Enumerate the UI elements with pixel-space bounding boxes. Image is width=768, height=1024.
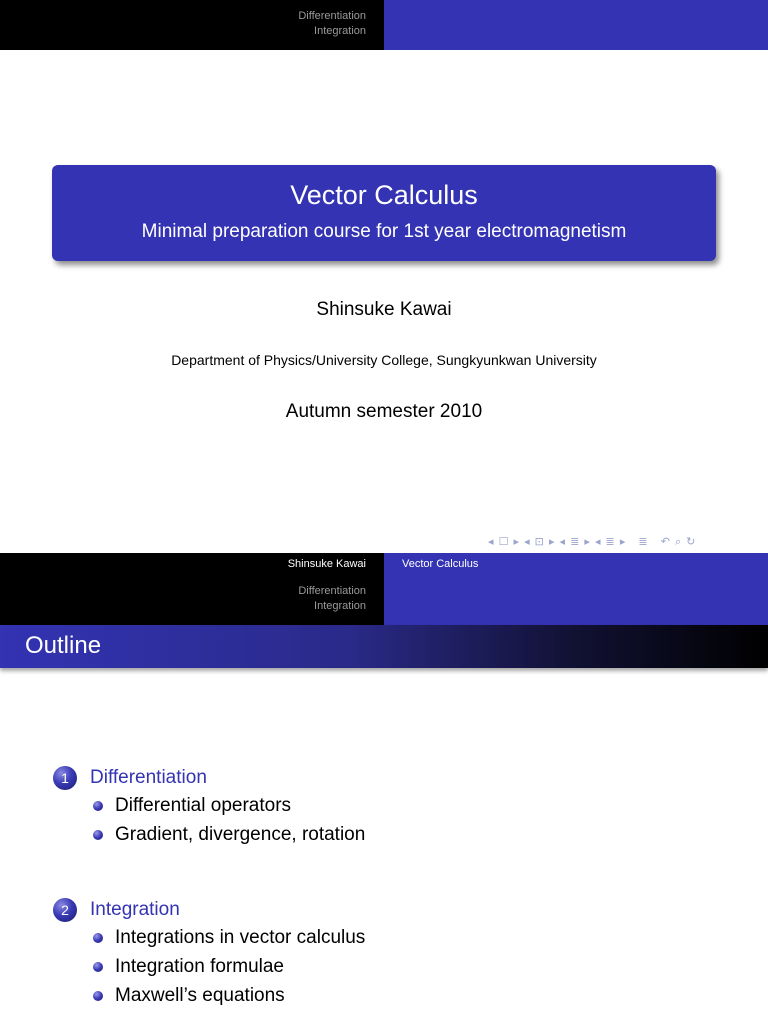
section-next-nav-icon[interactable]: ◂ ≣ ▸ xyxy=(594,536,627,548)
slide1-nav-differentiation[interactable]: Differentiation xyxy=(298,10,366,22)
author-name: Shinsuke Kawai xyxy=(316,299,452,320)
section-title-differentiation[interactable]: Differentiation xyxy=(90,767,207,788)
section-number-badge: 2 xyxy=(53,898,77,922)
list-item[interactable]: Gradient, divergence, rotation xyxy=(115,824,366,845)
list-item[interactable]: Integration formulae xyxy=(115,956,284,977)
presentation-title: Vector Calculus xyxy=(290,180,478,210)
beamer-navigation-controls xyxy=(488,535,696,549)
section-prev-nav-icon[interactable]: ◂ ≣ ▸ xyxy=(559,536,591,548)
section-title-integration[interactable]: Integration xyxy=(90,899,180,920)
bullet-icon xyxy=(93,991,103,1001)
title-block xyxy=(52,165,716,261)
list-item[interactable]: Differential operators xyxy=(115,795,292,816)
search-back-forward-icon[interactable]: ↶ ⌕ ↻ xyxy=(660,536,697,548)
slide2-header-author: Shinsuke Kawai xyxy=(287,558,366,570)
slide2-nav-integration[interactable]: Integration xyxy=(314,600,366,612)
bullet-icon xyxy=(93,962,103,972)
align-icon[interactable]: ≣ xyxy=(638,536,649,548)
institute: Department of Physics/University College, Sungkyunkwan University xyxy=(171,352,597,368)
bullet-icon xyxy=(93,830,103,840)
presentation-subtitle: Minimal preparation course for 1st year electromagnetism xyxy=(141,221,627,242)
list-item[interactable]: Integrations in vector calculus xyxy=(115,927,366,948)
section-number-badge: 1 xyxy=(53,766,77,790)
frame-nav-icon[interactable]: ◂ ☐ ▸ xyxy=(488,536,521,548)
slide2-header-title: Vector Calculus xyxy=(402,558,479,570)
slide2-nav-differentiation[interactable]: Differentiation xyxy=(298,585,366,597)
bullet-icon xyxy=(93,801,103,811)
frame-title: Outline xyxy=(25,632,102,659)
frame-title-bar xyxy=(0,625,768,668)
presentation-date: Autumn semester 2010 xyxy=(285,401,483,422)
slide1-header-right xyxy=(384,0,768,50)
list-item[interactable]: Maxwell’s equations xyxy=(115,985,285,1006)
bullet-icon xyxy=(93,933,103,943)
subsection-nav-icon[interactable]: ◂ ⊡ ▸ xyxy=(524,536,556,548)
slide1-nav-integration[interactable]: Integration xyxy=(314,25,366,37)
